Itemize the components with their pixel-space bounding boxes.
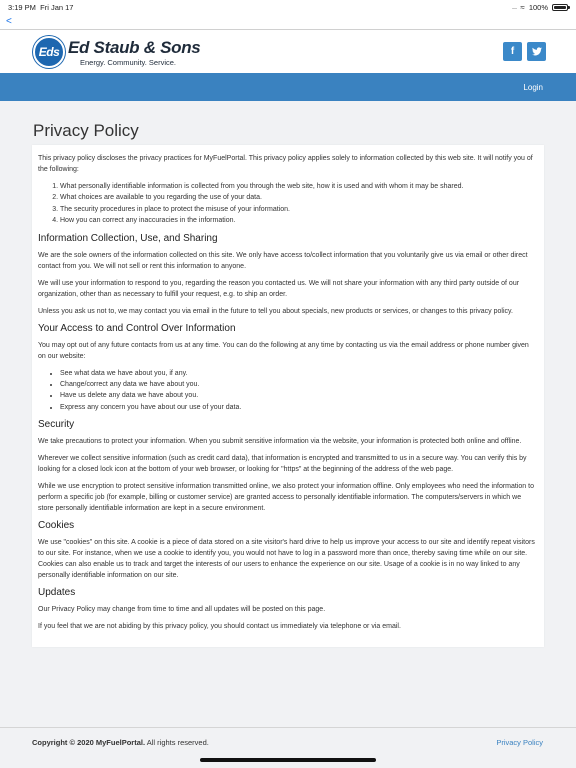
logo-text (68, 39, 200, 67)
section-heading-access: Your Access to and Control Over Information (38, 322, 236, 334)
section-heading-cookies: Cookies (38, 520, 75, 532)
social-links (503, 42, 546, 61)
paragraph: If you feel that we are not abiding by this privacy policy, you should contact us immediately via telephone or via email. (38, 623, 401, 631)
brand-tagline: Energy. Community. Service. (80, 58, 177, 67)
section-heading-security: Security (38, 419, 75, 431)
status-bar (0, 0, 576, 14)
wifi-icon: ≈ (520, 2, 525, 12)
browser-nav (0, 14, 576, 30)
home-indicator[interactable] (200, 758, 376, 762)
list-item: 1. What personally identifiable information is collected from you through the web site, how it is used and with whom it may be shared. (60, 181, 538, 192)
site-header (0, 30, 576, 73)
list-item: 4. How you can correct any inaccuracies in the information. (60, 215, 538, 226)
list-item: 3. The security procedures in place to protect the misuse of your information. (60, 204, 538, 215)
intro-paragraph: This privacy policy discloses the privacy practices for MyFuelPortal. This privacy policy applies solely to information collected by this web site. It will notify you of the following: (38, 155, 533, 173)
paragraph: While we use encryption to protect sensitive information transmitted online, we also protect your information offline. Only employees who need the information to perform a specific job (for example, billing or customer service) are granted access to personally identifiable information. The computers/servers in which we store personally identifiable information are kept in a secure environment. (38, 483, 534, 513)
list-item: • Change/correct any data we have about you. (60, 379, 538, 390)
policy-content (32, 145, 544, 647)
twitter-bird-icon (532, 47, 542, 56)
access-list (60, 368, 538, 414)
facebook-icon[interactable]: f (503, 42, 522, 61)
login-link[interactable]: Login (523, 82, 543, 92)
status-time: 3:19 PM Fri Jan 17 (8, 2, 74, 12)
status-right (512, 3, 568, 12)
logo-badge-icon: Eds (33, 36, 65, 68)
intro-list (60, 181, 538, 227)
paragraph: We use "cookies" on this site. A cookie is a piece of data stored on a site visitor's hard drive to help us improve your access to our site and identify repeat visitors to our site. For instance, when we use a cookie to identify you, you would not have to log in a password more than once, thereby saving time while on our site. Cookies can also enable us to track and target the interests of our users to enhance the experience on our site. Usage of a cookie is in no way linked to any personally identifiable information on our site. (38, 539, 535, 580)
list-item: 2. What choices are available to you regarding the use of your data. (60, 192, 538, 203)
brand-logo[interactable] (33, 36, 200, 68)
paragraph: We take precautions to protect your information. When you submit sensitive information via the website, your information is protected both online and offline. (38, 438, 522, 446)
list-item: • Express any concern you have about our use of your data. (60, 402, 538, 413)
battery-percent: 100% (528, 2, 548, 12)
paragraph: Wherever we collect sensitive information (such as credit card data), that information is encrypted and transmitted to us in a secure way. You can verify this by looking for a closed lock icon at the bottom of your web browser, or looking for "https" at the beginning of the address of the web page. (38, 455, 527, 474)
paragraph: Our Privacy Policy may change from time to time and all updates will be posted on this page. (38, 606, 326, 614)
page-title: Privacy Policy (33, 121, 139, 140)
paragraph: Unless you ask us not to, we may contact you via email in the future to tell you about specials, new products or services, or changes to this privacy policy. (38, 307, 513, 315)
paragraph: You may opt out of any future contacts from us at any time. You can do the following at any time by contacting us via the email address or phone number given on our website: (38, 341, 529, 360)
back-chevron-icon[interactable]: < (6, 16, 12, 27)
brand-name: Ed Staub & Sons (68, 38, 201, 57)
paragraph: We are the sole owners of the information collected on this site. We only have access to/collect information that you voluntarily give us via email or other direct contact from you. We will not sell or rent this information to anyone. (38, 251, 528, 270)
paragraph: We will use your information to respond to you, regarding the reason you contacted us. We will not share your information with any third party outside of our organization, other than as necessary to fulfill your request, e.g. to ship an order. (38, 279, 520, 298)
list-item: • See what data we have about you, if any. (60, 368, 538, 379)
section-heading-collection: Information Collection, Use, and Sharing (38, 232, 218, 244)
section-heading-updates: Updates (38, 587, 76, 599)
twitter-icon[interactable] (527, 42, 546, 61)
main-menu-bar (0, 73, 576, 101)
signal-icon: ..... (511, 3, 517, 11)
copyright-text: Copyright © 2020 MyFuelPortal. All rights reserved. (32, 738, 209, 747)
list-item: • Have us delete any data we have about you. (60, 390, 538, 401)
privacy-policy-link[interactable]: Privacy Policy (496, 738, 543, 747)
battery-icon (552, 4, 568, 11)
